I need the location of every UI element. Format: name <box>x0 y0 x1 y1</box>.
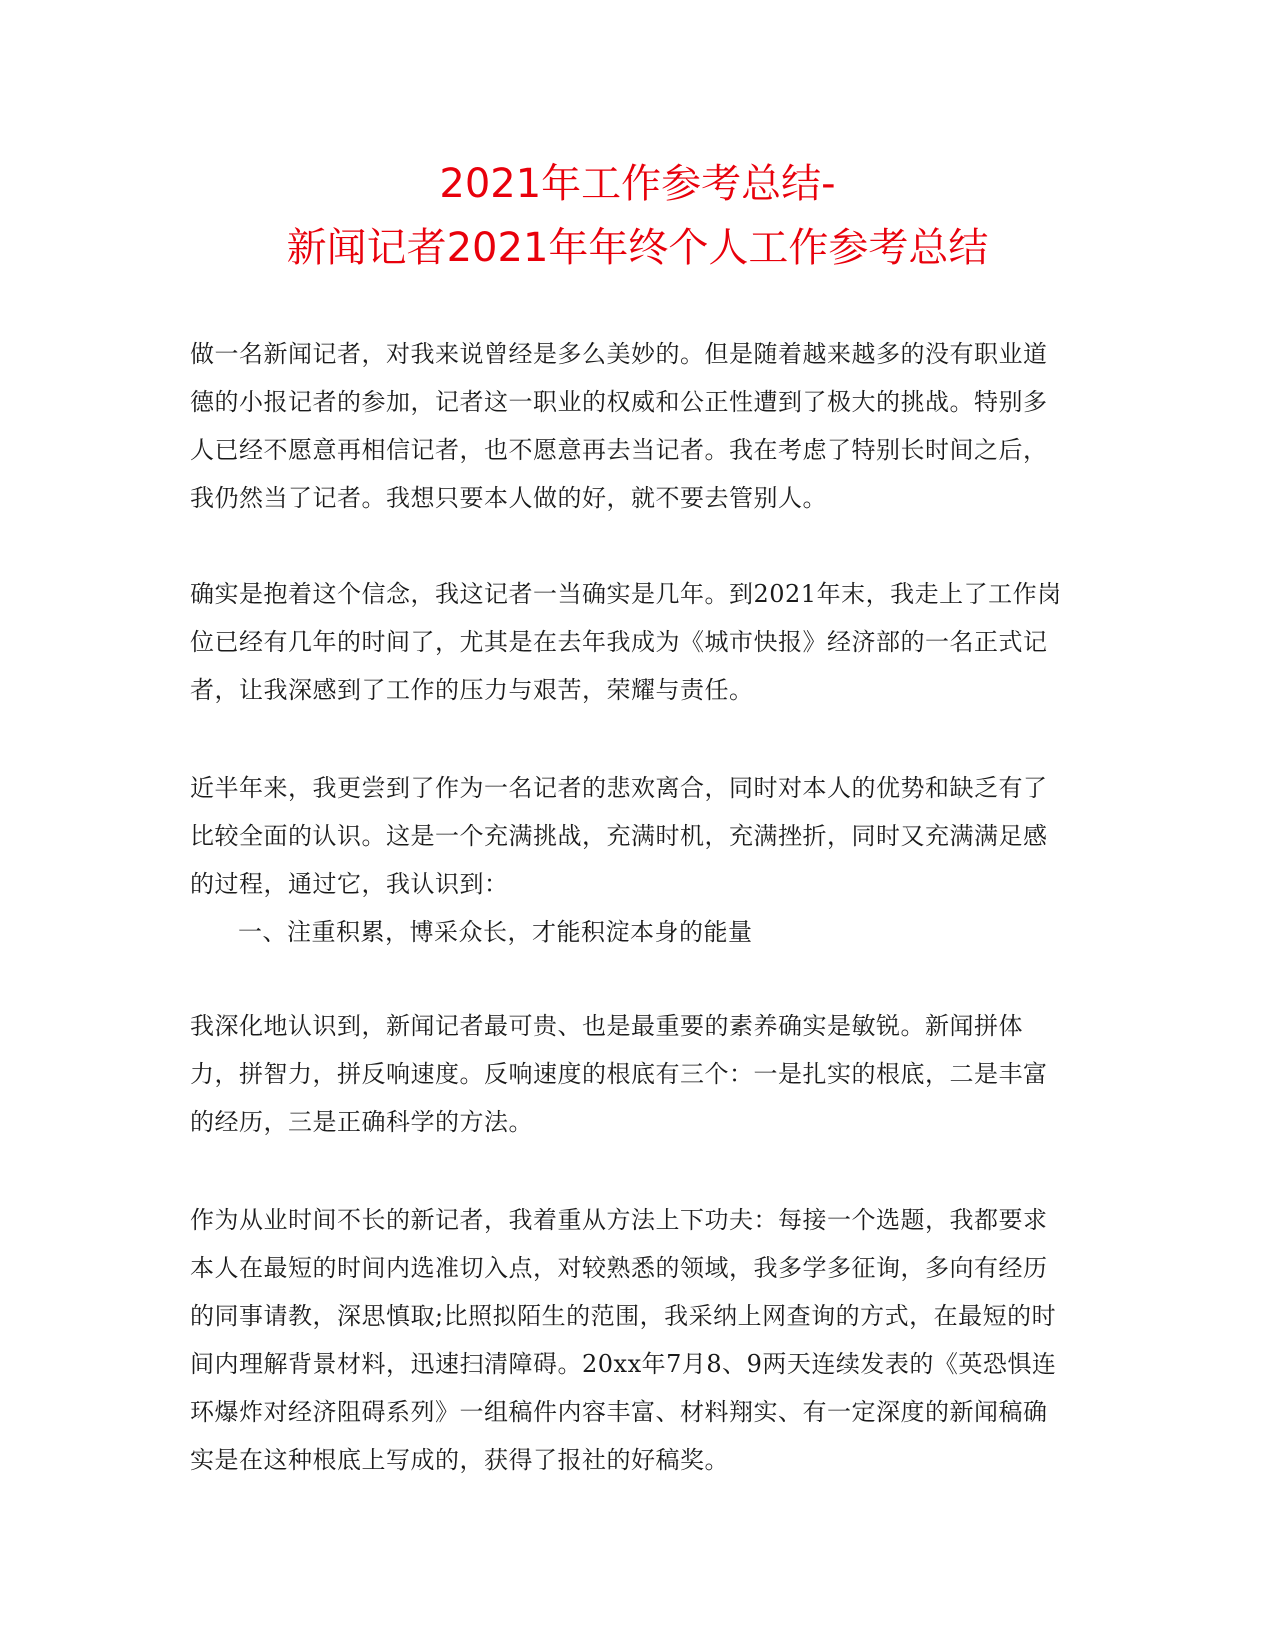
paragraph-5: 作为从业时间不长的新记者，我着重从方法上下功夫：每接一个选题，我都要求本人在最短的时间内选准切入点，对较熟悉的领域，我多学多征询，多向有经历的同事请教，深思慎取;比照拟陌生的范围，我采纳上网查询的方式，在最短的时间内理解背景材料，迅速扫清障碍。20xx年7月8、9两天连续发表的《英恐惧连环爆炸对经济阻碍系列》一组稿件内容丰富、材料翔实、有一定深度的新闻稿确实是在这种根底上写成的，获得了报社的好稿奖。 <box>190 1206 1057 1474</box>
paragraph-4: 我深化地认识到，新闻记者最可贵、也是最重要的素养确实是敏锐。新闻拼体力，拼智力，拼反响速度。反响速度的根底有三个：一是扎实的根底，二是丰富的经历，三是正确科学的方法。 <box>190 1012 1048 1136</box>
title-line-1: 2021年工作参考总结- <box>439 161 836 207</box>
paragraph-1: 做一名新闻记者，对我来说曾经是多么美妙的。但是随着越来越多的没有职业道德的小报记者的参加，记者这一职业的权威和公正性遭到了极大的挑战。特别多人已经不愿意再相信记者，也不愿意再去当记者。我在考虑了特别长时间之后，我仍然当了记者。我想只要本人做的好，就不要去管别人。 <box>190 340 1048 512</box>
paragraph-3: 近半年来，我更尝到了作为一名记者的悲欢离合，同时对本人的优势和缺乏有了比较全面的认识。这是一个充满挑战，充满时机，充满挫折，同时又充满满足感的过程，通过它，我认识到： <box>190 774 1048 898</box>
title-line-2: 新闻记者2021年年终个人工作参考总结 <box>286 225 989 271</box>
paragraph-2: 确实是抱着这个信念，我这记者一当确实是几年。到2021年末，我走上了工作岗位已经有几年的时间了，尤其是在去年我成为《城市快报》经济部的一名正式记者，让我深感到了工作的压力与艰苦，荣耀与责任。 <box>190 580 1062 704</box>
section-heading-1: 一、注重积累，博采众长，才能积淀本身的能量 <box>238 918 753 946</box>
document-title <box>0 152 1275 280</box>
